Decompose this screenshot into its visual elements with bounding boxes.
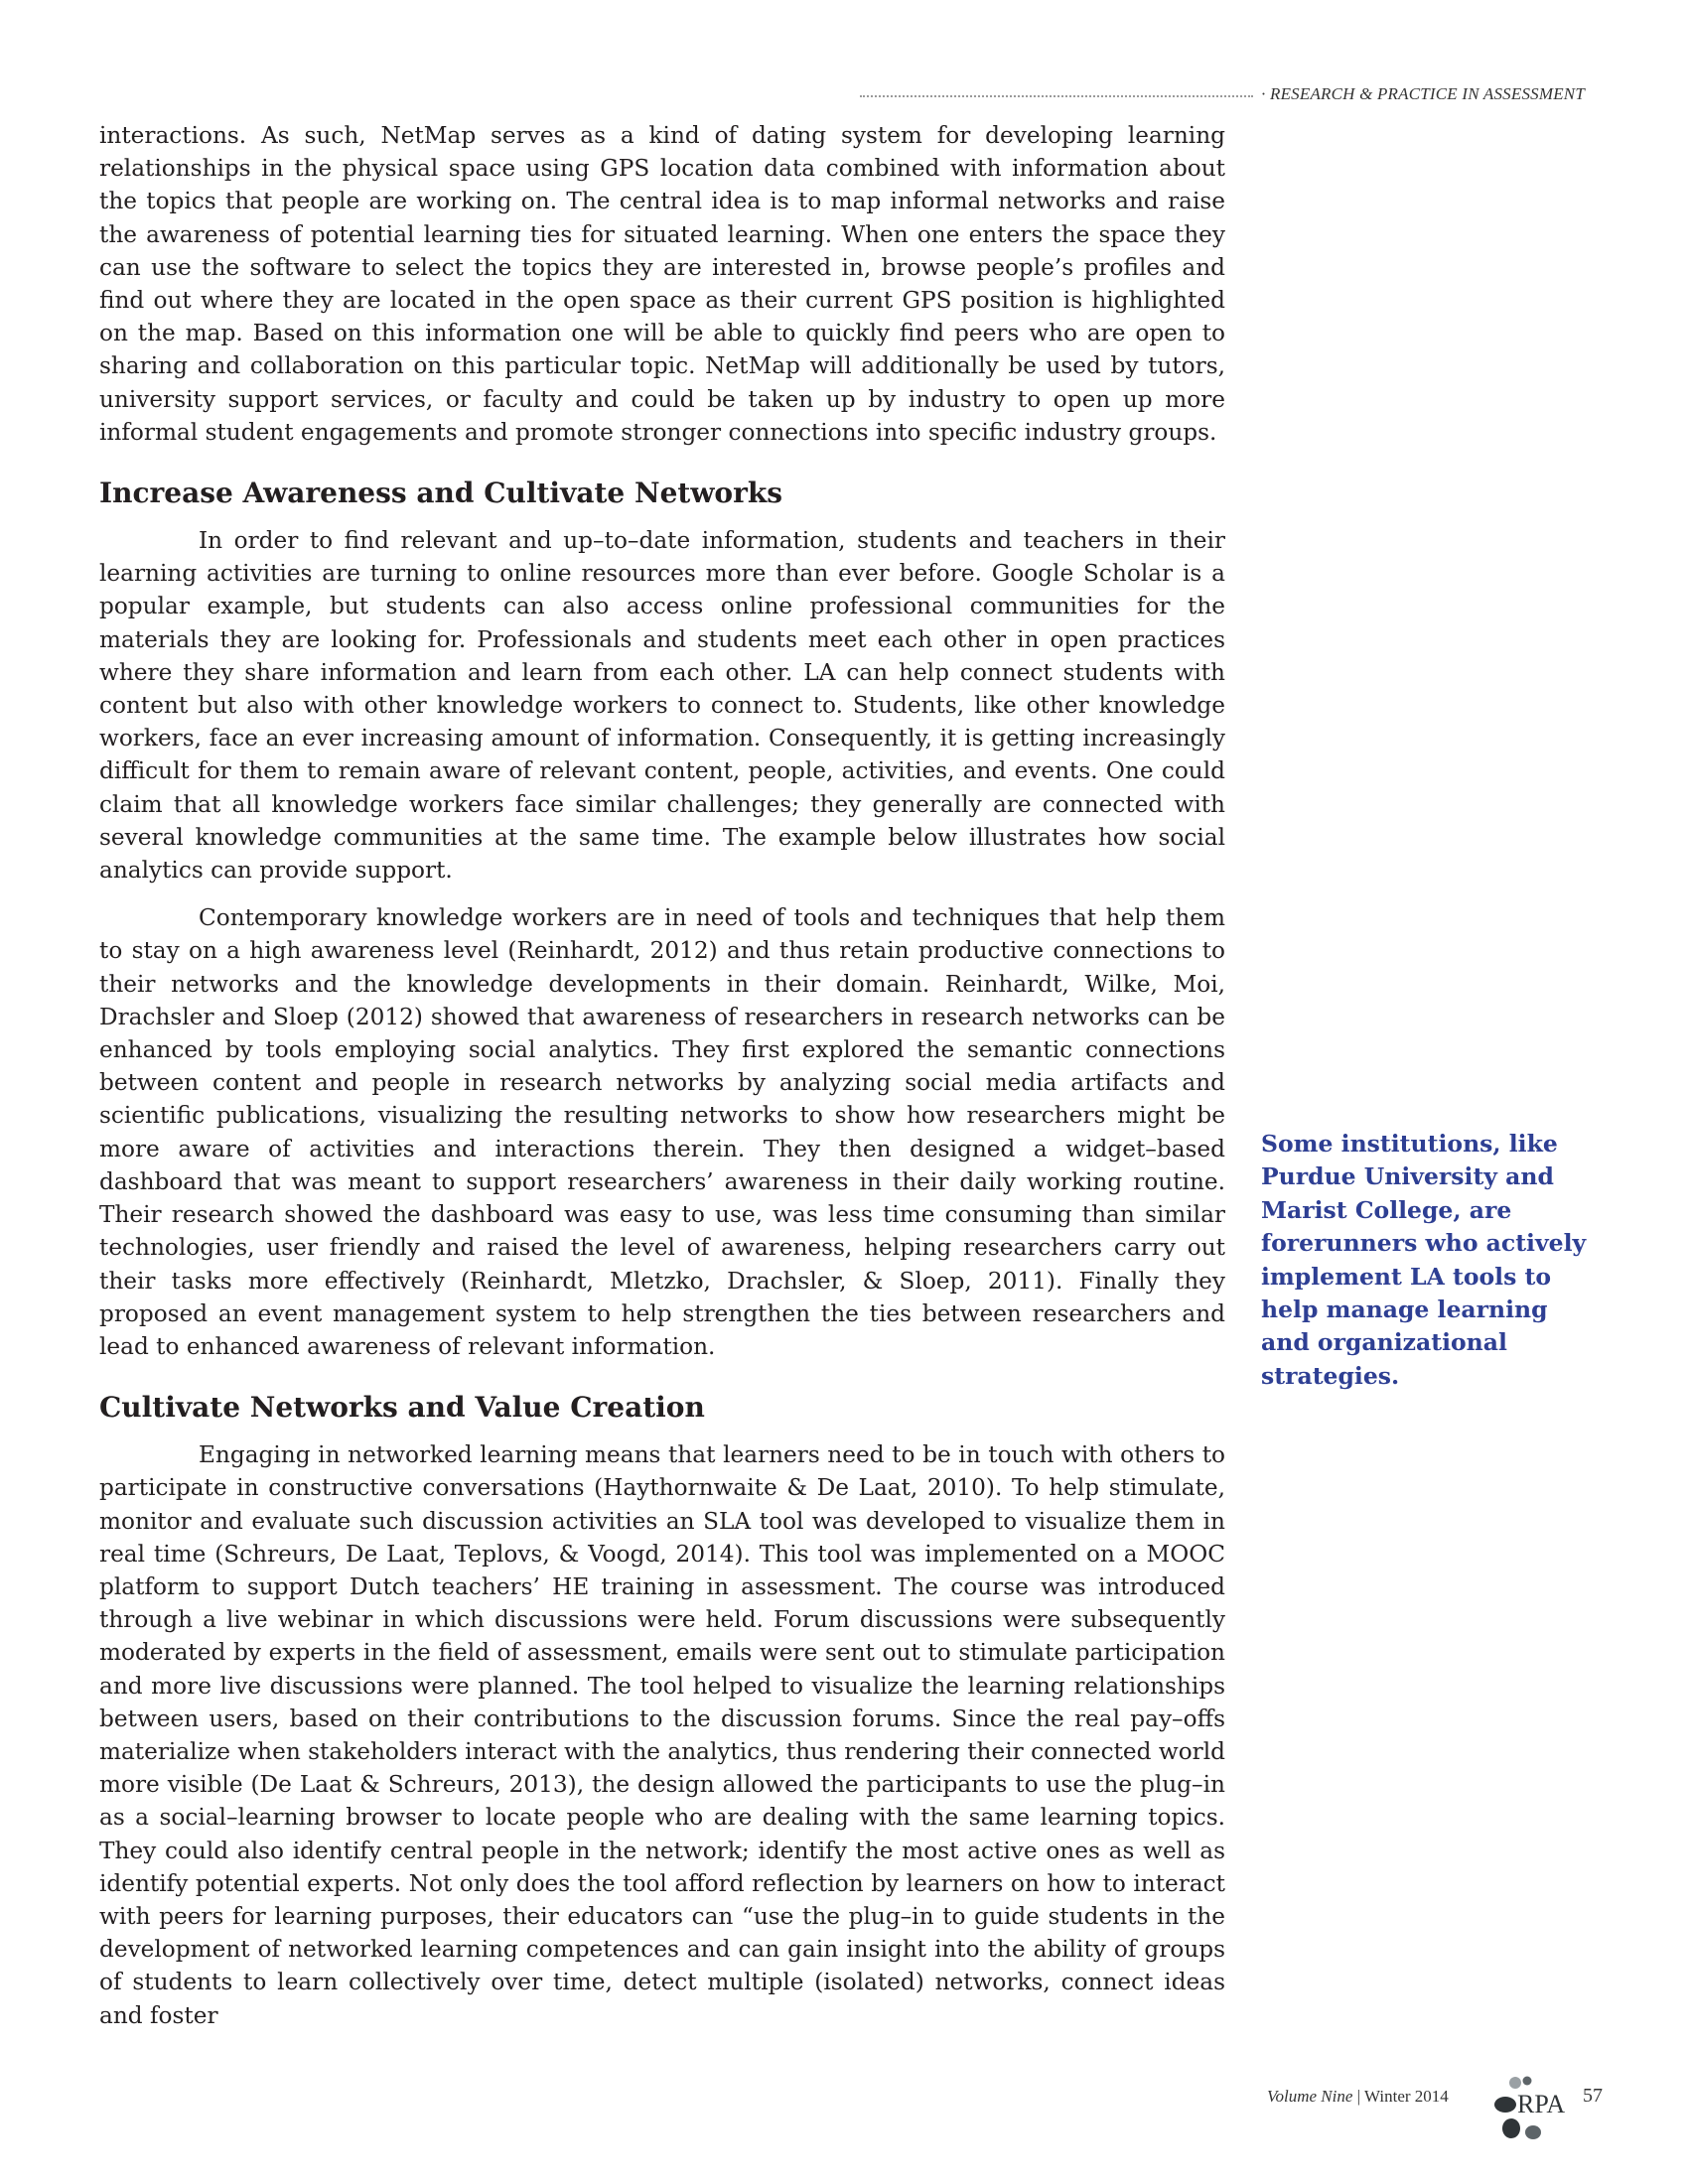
journal-running-title: · RESEARCH & PRACTICE IN ASSESSMENT [1261,84,1585,103]
rpa-logo-icon [1493,2075,1567,2144]
section-heading-increase-awareness: Increase Awareness and Cultivate Networks [99,477,783,510]
article-body [99,119,1225,2032]
pull-quote: Some institutions, like Purdue University and Marist College, are forerunners who actively implement LA tools to help manage learning and organizational strategies. [1261,1130,1587,1390]
header-dot-leader [860,95,1253,97]
logo-text: RPA [1517,2090,1566,2118]
running-header [860,83,1585,105]
footer-separator: | [1352,2087,1365,2106]
issue-label: Winter 2014 [1364,2087,1449,2106]
page-footer [1261,2075,1618,2144]
paragraph-netmap-continued: interactions. As such, NetMap serves as a kind of dating system for developing learning relationships in the physical space using GPS location data combined with information about the topics that people are working on. The central idea is to map informal networks and raise the awareness of potential learning ties for situated learning. When one enters the space they can use the software to select the topics they are interested in, browse people’s profiles and find out where they are located in the open space as their current GPS position is highlighted on the map. Based on this information one will be able to quickly find peers who are open to sharing and collaboration on this particular topic. NetMap will additionally be used by tutors, university support services, or faculty and could be taken up by industry to open up more informal student engagements and promote stronger connections into specific industry groups. [99,122,1225,446]
issue-info [1267,2087,1449,2107]
section-heading-value-creation: Cultivate Networks and Value Creation [99,1391,705,1425]
page-number: 57 [1583,2085,1603,2107]
paragraph-knowledge-workers: Contemporary knowledge workers are in need of tools and techniques that help them to stay on a high awareness level (Reinhardt, 2012) and thus retain productive connections to their networks and the knowledge developments in their domain. Reinhardt, Wilke, Moi, Drachsler and Sloep (2012) showed that awareness of researchers in research networks can be enhanced by tools employing social analytics. They first explored the semantic connections between content and people in research networks by analyzing social media artifacts and scientific publications, visualizing the resulting networks to show how researchers might be more aware of activities and interactions therein. They then designed a widget–based dashboard that was meant to support researchers’ awareness in their daily working routine. Their research showed the dashboard was easy to use, was less time consuming than similar technologies, user friendly and raised the level of awareness, helping researchers carry out their tasks more effectively (Reinhardt, Mletzko, Drachsler, & Sloep, 2011). Finally they proposed an event management system to help strengthen the ties between researchers and lead to enhanced awareness of relevant information. [99,904,1225,1360]
paragraph-online-resources: In order to find relevant and up–to–date information, students and teachers in their learning activities are turning to online resources more than ever before. Google Scholar is a popular example, but students can also access online professional communities for the materials they are looking for. Professionals and students meet each other in open practices where they share information and learn from each other. LA can help connect students with content but also with other knowledge workers to connect to. Students, like other knowledge workers, face an ever increasing amount of information. Consequently, it is getting increasingly difficult for them to remain aware of relevant content, people, activities, and events. One could claim that all knowledge workers face similar challenges; they generally are connected with several knowledge communities at the same time. The example below illustrates how social analytics can provide support. [99,527,1225,885]
volume-label: Volume Nine [1267,2087,1353,2106]
paragraph-networked-learning: Engaging in networked learning means that learners need to be in touch with others to participate in constructive conversations (Haythornwaite & De Laat, 2010). To help stimulate, monitor and evaluate such discussion activities an SLA tool was developed to visualize them in real time (Schreurs, De Laat, Teplovs, & Voogd, 2014). This tool was implemented on a MOOC platform to support Dutch teachers’ HE training in assessment. The course was introduced through a live webinar in which discussions were held. Forum discussions were subsequently moderated by experts in the field of assessment, emails were sent out to stimulate participation and more live discussions were planned. The tool helped to visualize the learning relationships between users, based on their contributions to the discussion forums. Since the real pay–offs materialize when stakeholders interact with the analytics, thus rendering their connected world more visible (De Laat & Schreurs, 2013), the design allowed the participants to use the plug–in as a social–learning browser to locate people who are dealing with the same learning topics. They could also identify central people in the network; identify the most active ones as well as identify potential experts. Not only does the tool afford reflection by learners on how to interact with peers for learning purposes, their educators can “use the plug–in to guide students in the development of networked learning competences and can gain insight into the ability of groups of students to learn collectively over time, detect multiple (isolated) networks, connect ideas and foster [99,1441,1226,2029]
